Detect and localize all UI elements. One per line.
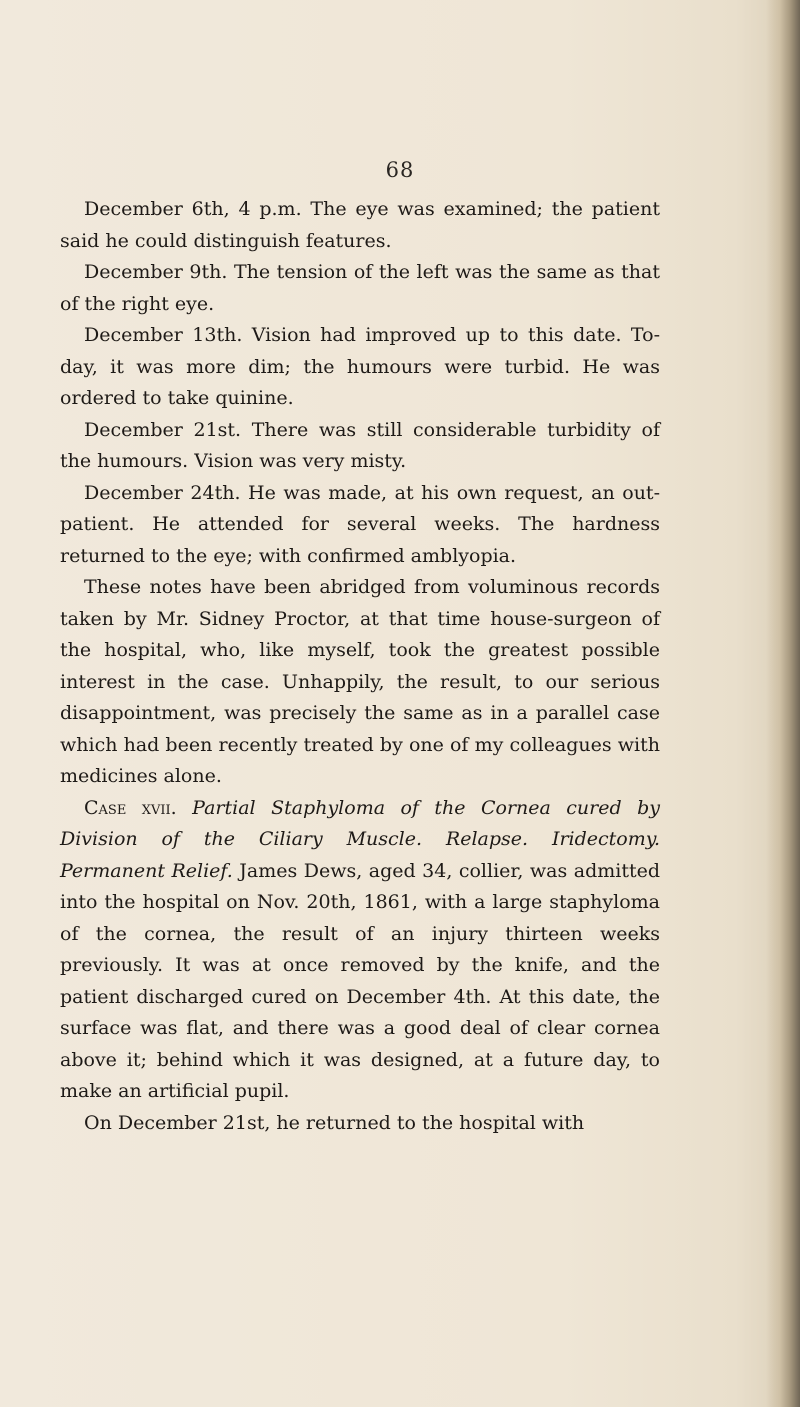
paragraph-dec-21: December 21st. There was still considerable turbidity of the humours. Vision was very misty. (60, 418, 660, 472)
case-title: Partial Staphyloma of the Cornea cured by Division of the Ciliary Muscle. Relapse. Iridectomy. Permanent Relief. (60, 796, 660, 882)
paragraph-dec-6: December 6th, 4 p.m. The eye was examined; the patient said he could distinguish features. (60, 198, 660, 252)
page-number: 68 (385, 158, 415, 182)
paragraph-closing: On December 21st, he returned to the hospital with (84, 1111, 585, 1134)
paragraph-case-xvii (60, 793, 660, 1108)
body-text (60, 194, 660, 1139)
paragraph-dec-9: December 9th. The tension of the left was the same as that of the right eye. (60, 261, 660, 315)
paragraph-notes: These notes have been abridged from voluminous records taken by Mr. Sidney Proctor, at that time house-surgeon of the hospital, who, like myself, took the greatest possible interest in the case. Unhappily, the result, to our serious disappointment, was precisely the same as in a parallel case which had been recently treated by one of my colleagues with medicines alone. (60, 576, 660, 787)
case-body: James Dews, aged 34, collier, was admitted into the hospital on Nov. 20th, 1861, with a large staphyloma of the cornea, the result of an injury thirteen weeks previously. It was at once removed by the knife, and the patient discharged cured on December 4th. At this date, the surface was flat, and there was a good deal of clear cornea above it; behind which it was designed, at a future day, to make an artificial pupil. (60, 859, 661, 1102)
case-label: Case xvii. (84, 796, 177, 819)
paragraph-dec-13: December 13th. Vision had improved up to this date. To-day, it was more dim; the humours were turbid. He was ordered to take quinine. (60, 324, 660, 409)
paragraph-dec-24: December 24th. He was made, at his own request, an out-patient. He attended for several weeks. The hardness returned to the eye; with confirmed amblyopia. (60, 481, 660, 567)
page-spine-shadow (766, 0, 800, 1407)
